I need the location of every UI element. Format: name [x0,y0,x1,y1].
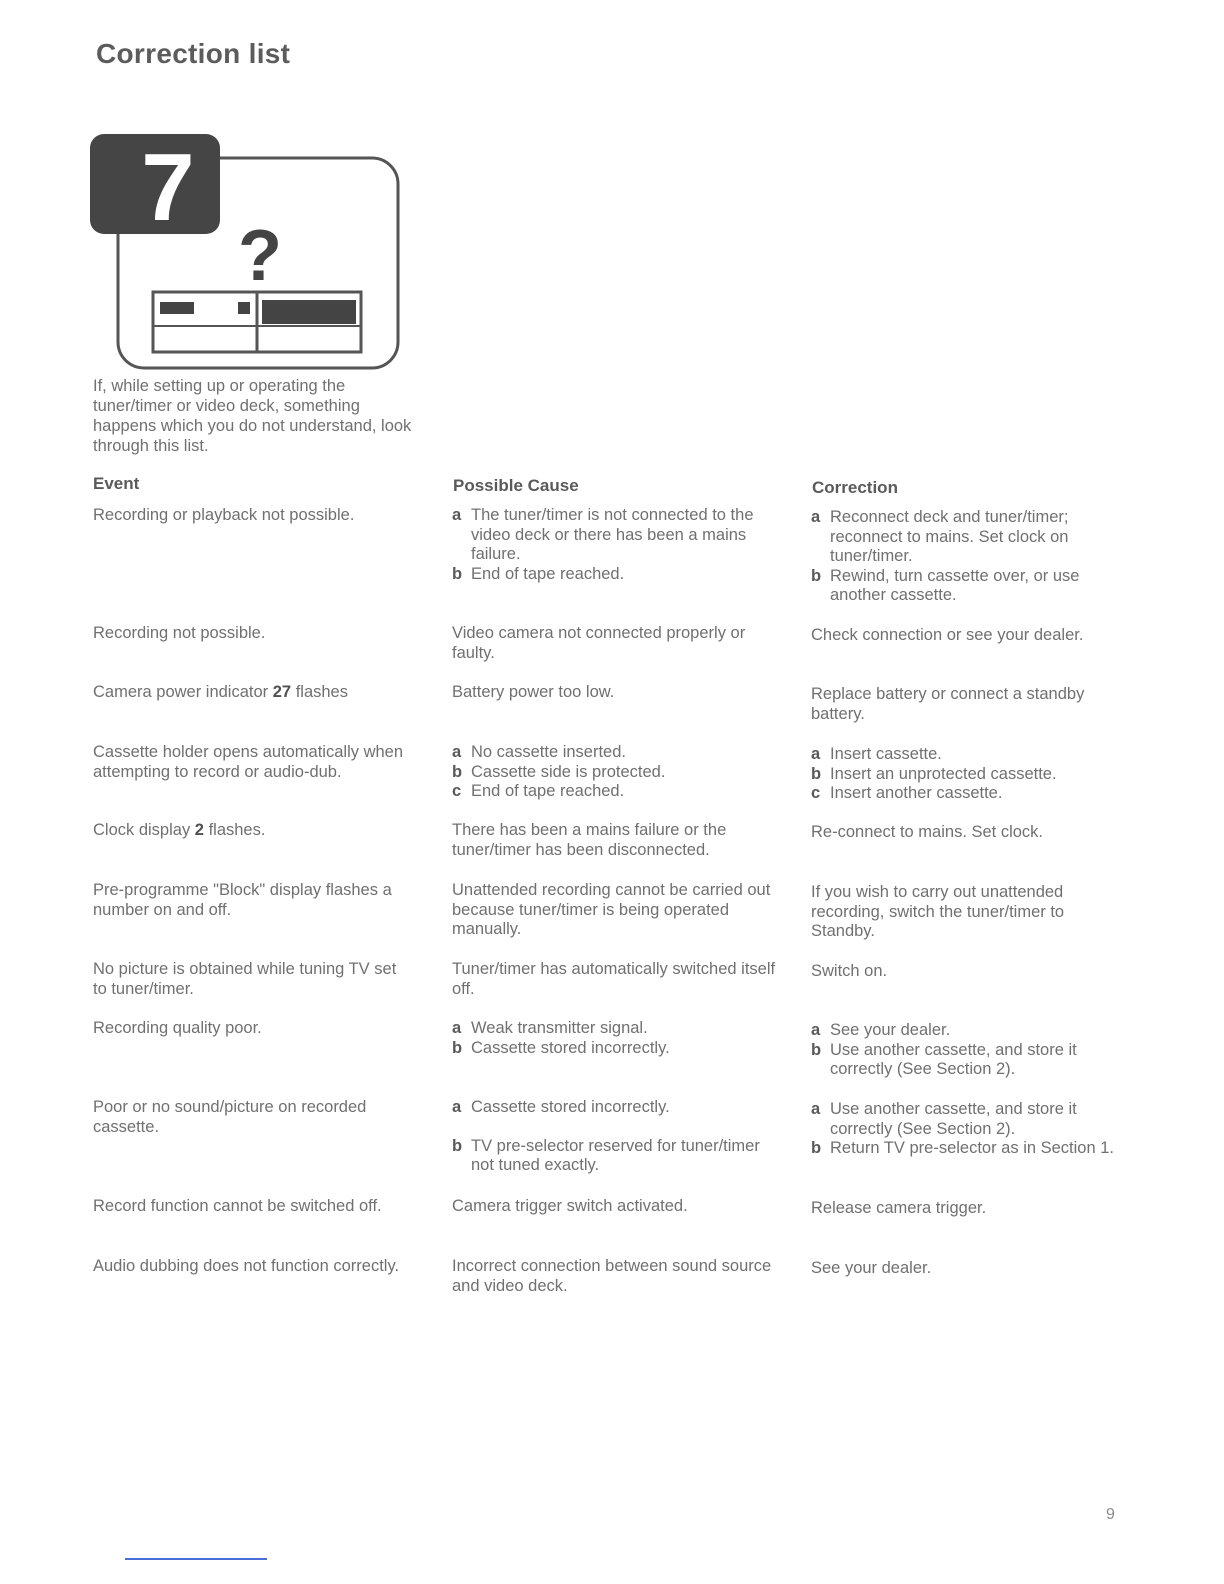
correction-cell [811,1100,1131,1159]
indicator-number: 27 [272,683,292,701]
page-number: 9 [1106,1506,1115,1523]
list-item [452,1019,777,1039]
cause-cell: Tuner/timer has automatically switched itself off. [452,960,776,998]
item-letter: a [811,508,821,526]
item-letter: b [811,1139,822,1157]
event-cell: Audio dubbing does not function correctly. [93,1257,400,1275]
item-letter: b [811,1040,822,1059]
correction-cell: Re-connect to mains. Set clock. [811,823,1044,841]
list-item [452,1098,777,1118]
cause-cell [452,1098,777,1176]
correction-cell: Check connection or see your dealer. [811,626,1084,644]
event-cell: Recording not possible. [93,624,266,642]
item-letter: b [811,764,822,783]
item-letter: b [452,1136,463,1155]
item-text: End of tape reached. [471,564,625,583]
list-item [811,567,1131,606]
item-letter: a [811,745,821,763]
list-item [811,1021,1131,1041]
list-item [452,763,777,783]
event-cell: Recording quality poor. [93,1019,262,1037]
item-text: Rewind, turn cassette over, or use another cassette. [830,566,1080,604]
item-text: Return TV pre-selector as in Section 1. [830,1139,1114,1157]
illustration-question-mark: ? [238,216,282,296]
tv-vcr-question-icon [88,130,408,380]
page-title: Correction list [96,38,291,69]
list-item [452,506,777,565]
intro-text: If, while setting up or operating the tuner/timer or video deck, something happens which you do not understand, look through this list. [93,377,412,455]
item-letter: a [452,1019,462,1037]
cause-cell [452,743,777,802]
item-letter: b [452,1038,463,1057]
event-text: Clock display [93,821,195,839]
correction-cell [811,745,1131,804]
event-cell: Record function cannot be switched off. [93,1197,382,1215]
cause-cell: Unattended recording cannot be carried out because tuner/timer is being operated manually. [452,881,771,938]
item-text: No cassette inserted. [471,743,626,761]
item-letter: b [452,762,463,781]
list-item [811,765,1131,785]
event-text: Camera power indicator [93,683,273,701]
event-cell [93,683,413,703]
item-letter: b [811,566,822,585]
item-text: Cassette stored incorrectly. [471,1038,670,1057]
item-text: Weak transmitter signal. [471,1019,648,1037]
header-possible-cause: Possible Cause [453,476,579,495]
item-text: Insert an unprotected cassette. [830,764,1057,783]
cause-cell: Video camera not connected properly or faulty. [452,624,746,662]
event-cell: Recording or playback not possible. [93,506,355,524]
item-text: The tuner/timer is not connected to the video deck or there has been a mains failure. [471,506,754,563]
event-cell: No picture is obtained while tuning TV set to tuner/timer. [93,960,397,998]
item-letter: b [452,564,463,583]
correction-cell [811,1021,1131,1080]
header-correction: Correction [812,478,898,497]
correction-cell: Switch on. [811,962,888,980]
item-letter: a [452,1098,462,1116]
display-number: 2 [194,821,204,839]
illustration-digit: 7 [141,134,195,241]
item-letter: c [452,782,462,800]
correction-cell: Release camera trigger. [811,1199,987,1217]
list-item [452,782,777,802]
cause-cell: Camera trigger switch activated. [452,1197,688,1215]
list-item [452,565,777,585]
item-letter: c [811,784,821,802]
item-letter: a [811,1021,821,1039]
cause-cell [452,506,777,584]
correction-cell [811,508,1131,606]
cause-cell [452,1019,777,1058]
event-text: flashes [291,683,348,701]
item-text: Reconnect deck and tuner/timer; reconnect to mains. Set clock on tuner/timer. [830,508,1069,565]
item-text: Use another cassette, and store it correctly (See Section 2). [830,1100,1077,1138]
item-text: Insert cassette. [830,745,942,763]
item-text: Cassette stored incorrectly. [471,1098,670,1116]
list-item [811,508,1131,567]
item-text: End of tape reached. [471,782,625,800]
correction-cell: If you wish to carry out unattended recording, switch the tuner/timer to Standby. [811,883,1065,940]
cause-cell: There has been a mains failure or the tuner/timer has been disconnected. [452,821,727,859]
footer-rule [125,1558,267,1560]
correction-cell: See your dealer. [811,1259,932,1277]
list-item [811,1139,1131,1159]
event-cell: Cassette holder opens automatically when attempting to record or audio-dub. [93,743,404,781]
event-cell [93,821,413,841]
item-letter: a [811,1100,821,1118]
item-text: See your dealer. [830,1021,951,1039]
list-item [452,743,777,763]
item-text: Insert another cassette. [830,784,1003,802]
item-text: TV pre-selector reserved for tuner/timer not tuned exactly. [471,1136,760,1174]
event-cell: Poor or no sound/picture on recorded cassette. [93,1098,367,1136]
list-item [811,1041,1131,1080]
cause-cell: Incorrect connection between sound source and video deck. [452,1257,772,1295]
item-letter: a [452,743,462,761]
list-item [811,784,1131,804]
item-letter: a [452,506,462,524]
header-event: Event [93,474,140,493]
event-cell: Pre-programme "Block" display flashes a number on and off. [93,881,392,919]
event-text: flashes. [203,821,266,839]
list-item [452,1039,777,1059]
item-text: Use another cassette, and store it correctly (See Section 2). [830,1040,1077,1078]
cause-cell: Battery power too low. [452,683,615,701]
correction-cell: Replace battery or connect a standby battery. [811,685,1085,723]
list-item [811,1100,1131,1139]
item-text: Cassette side is protected. [471,762,666,781]
list-item [811,745,1131,765]
list-item [452,1137,777,1176]
